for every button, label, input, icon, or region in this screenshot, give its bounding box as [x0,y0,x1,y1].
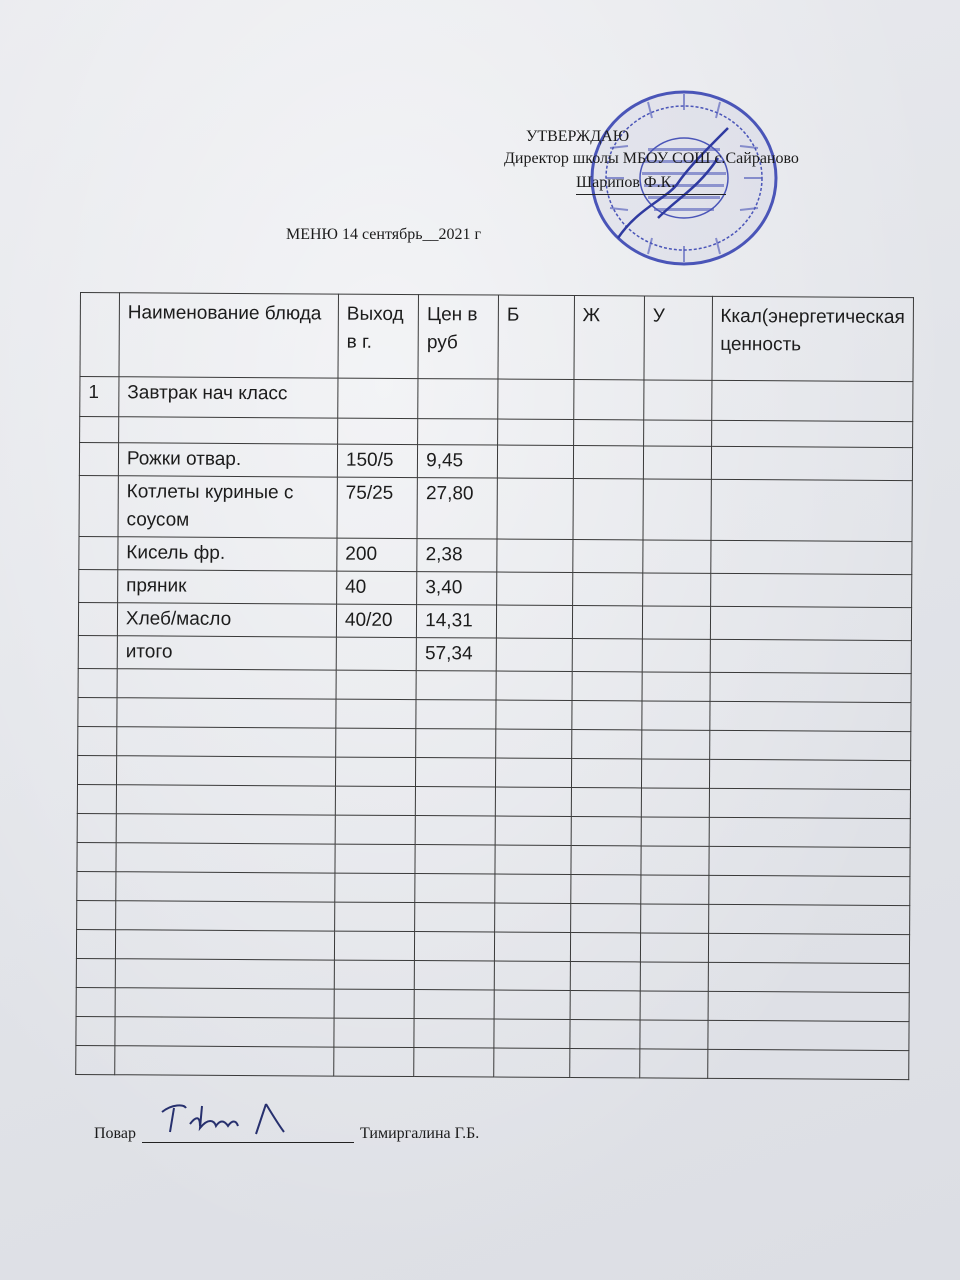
cell-proteins [497,445,573,478]
cell-proteins [495,903,571,932]
cell-fats [569,1049,640,1078]
cell-kcal [708,875,910,905]
cell-dish-name [117,669,336,699]
cell-output [334,1047,414,1076]
cell-output [335,757,415,786]
cell-number [77,842,116,871]
cell-dish-name [116,901,335,931]
cell-price [414,961,494,990]
cell-carbs [640,1020,708,1049]
cell-output [334,931,414,960]
table-row [78,602,911,640]
cell-number [76,1045,115,1074]
cell-dish-name [117,727,336,757]
cell-price [416,700,496,729]
table-row [79,475,912,541]
cell-kcal [710,540,912,574]
cell-fats [571,759,642,788]
cell-proteins [494,932,570,961]
cell-fats [571,788,642,817]
cell-carbs [642,639,710,672]
cell-output: 40/20 [336,604,416,637]
cell-kcal [710,606,912,640]
cell-number [78,635,117,668]
cell-output: 75/25 [337,477,418,538]
table-row [79,569,912,607]
cell-price [416,729,496,758]
cell-number [77,813,116,842]
header-number [80,293,119,377]
table-row [80,377,913,422]
cell-number [80,417,119,443]
cell-number [76,958,115,987]
cell-kcal [708,991,910,1021]
cell-output [336,699,416,728]
cell-fats [573,380,644,420]
cell-kcal [707,1020,909,1050]
cell-dish-name [115,959,334,989]
cell-kcal [710,573,912,607]
cell-number [79,536,118,569]
cell-price: 57,34 [416,638,496,671]
cell-carbs [642,701,710,730]
cell-number [79,569,118,602]
cell-kcal [708,904,910,934]
header-proteins: Б [498,295,574,379]
cell-output [334,989,414,1018]
cell-price: 27,80 [417,478,497,539]
cell-dish-name [115,988,334,1018]
header-output: Выход в г. [338,294,419,378]
cell-proteins [496,671,572,700]
cell-fats [571,701,642,730]
cell-output [334,960,414,989]
cell-fats [572,672,643,701]
cell-price [416,671,496,700]
cell-price [415,845,495,874]
cell-output [336,637,416,670]
cell-proteins [497,539,573,572]
cell-proteins [496,758,572,787]
cell-kcal [708,962,910,992]
cell-output [338,418,418,444]
cell-number [77,871,116,900]
cell-price [416,758,496,787]
cell-dish-name [119,417,338,444]
cell-carbs [643,479,711,540]
header-carbs: У [644,296,712,380]
cell-fats [569,1020,640,1049]
header-kcal: Ккал(энергетическая ценность [712,296,914,381]
cell-number [77,755,116,784]
cell-proteins [495,816,571,845]
approval-heading: УТВЕРЖДАЮ [526,128,630,145]
cell-fats [570,904,641,933]
cell-number [76,1016,115,1045]
cell-kcal [711,446,913,480]
header-dish-name: Наименование блюда [119,293,339,378]
cell-carbs [641,759,709,788]
cell-proteins [494,961,570,990]
cell-fats [570,962,641,991]
cell-dish-name [115,1046,334,1076]
cell-fats [573,479,644,540]
cell-carbs [641,817,709,846]
director-position: Директор школы МБОУ СОШ с.Сайраново [504,150,799,167]
cell-number [77,900,116,929]
cell-kcal [711,380,913,421]
cell-price: 14,31 [417,605,497,638]
cell-fats [572,606,643,639]
cell-carbs [641,788,709,817]
cell-dish-name [116,756,335,786]
cell-dish-name: Хлеб/масло [117,603,336,637]
cell-price [418,419,498,445]
cell-proteins [495,845,571,874]
handwritten-signature-icon [156,1098,306,1138]
cell-output: 40 [337,571,417,604]
cell-carbs [641,904,709,933]
cell-fats [572,573,643,606]
table-row [79,443,912,481]
cell-fats [571,730,642,759]
cell-fats [572,639,643,672]
cell-output [336,670,416,699]
cell-proteins [494,1019,570,1048]
cell-proteins [497,572,573,605]
cell-number [78,697,117,726]
cell-output [335,902,415,931]
cell-carbs [642,606,710,639]
cell-kcal [708,846,910,876]
cell-proteins [496,729,572,758]
cell-dish-name: Кисель фр. [118,537,337,571]
cell-carbs [643,446,711,479]
cell-dish-name: Завтрак нач класс [119,377,338,418]
cell-output [336,728,416,757]
cell-kcal [710,672,912,702]
cell-fats [570,875,641,904]
cell-output [335,844,415,873]
cell-number [79,475,118,536]
cell-carbs [640,991,708,1020]
cell-price [414,990,494,1019]
cell-fats [571,846,642,875]
cell-proteins [498,419,574,445]
cell-price [415,816,495,845]
cell-output [334,1018,414,1047]
cook-signature-line [142,1124,354,1143]
cell-carbs [642,672,710,701]
cell-kcal [709,788,911,818]
cell-kcal [710,639,912,673]
cell-output [338,378,419,418]
cell-output: 200 [337,538,417,571]
cell-proteins [496,700,572,729]
cell-output: 150/5 [337,444,417,477]
cell-number [77,784,116,813]
cell-kcal [708,933,910,963]
cell-kcal [709,730,911,760]
cell-carbs [644,420,712,446]
cell-dish-name [115,1017,334,1047]
cell-number [78,726,117,755]
cell-fats [571,817,642,846]
cook-signature-block [94,1124,479,1143]
cell-fats [572,540,643,573]
cell-dish-name [115,930,334,960]
cell-number [76,929,115,958]
cell-carbs [644,380,712,420]
director-name: Шарипов Ф.К. [576,174,676,191]
cell-price [416,787,496,816]
cell-output [335,873,415,902]
empty-table-row [76,1045,909,1079]
cell-carbs [643,540,711,573]
cell-carbs [640,962,708,991]
cell-price: 9,45 [418,445,498,478]
table-row [78,635,911,673]
menu-title: МЕНЮ 14 сентябрь__2021 г [286,226,482,243]
cell-dish-name: Рожки отвар. [118,443,337,477]
cell-number: 1 [80,377,119,417]
cell-proteins [496,605,572,638]
cell-output [335,786,415,815]
cell-number [79,443,118,476]
cell-price: 3,40 [417,572,497,605]
cell-number [78,668,117,697]
cell-fats [570,933,641,962]
cell-price [418,379,498,419]
cell-dish-name: пряник [118,570,337,604]
cell-carbs [640,1049,708,1078]
cell-fats [573,446,644,479]
cell-proteins [495,787,571,816]
cell-price [414,1048,494,1077]
cook-name: Тимиргалина Г.Б. [360,1125,480,1142]
cell-kcal [709,701,911,731]
table-header-row [80,293,913,382]
signature-line [576,194,726,195]
cell-proteins [497,478,573,539]
cell-kcal [707,1049,909,1079]
cell-price: 2,38 [417,539,497,572]
cell-proteins [494,1048,570,1077]
cell-dish-name [116,843,335,873]
cell-dish-name: Котлеты куриные с соусом [118,476,337,538]
cell-carbs [641,846,709,875]
header-fats: Ж [574,296,645,380]
cell-output [335,815,415,844]
cell-carbs [641,875,709,904]
cell-dish-name: итого [117,636,336,670]
cell-kcal [711,420,913,447]
cell-dish-name [116,872,335,902]
cell-dish-name [116,814,335,844]
cell-carbs [642,730,710,759]
header-price: Цен в руб [418,295,498,379]
cell-kcal [709,759,911,789]
table-row [79,536,912,574]
menu-table [75,292,914,1080]
cell-proteins [495,874,571,903]
cook-role: Повар [94,1125,136,1142]
cell-kcal [709,817,911,847]
cell-dish-name [116,785,335,815]
cell-fats [573,420,643,446]
cell-price [415,874,495,903]
cell-proteins [494,990,570,1019]
cell-proteins [498,379,574,419]
cell-proteins [496,638,572,671]
cell-dish-name [117,698,336,728]
cell-price [414,1019,494,1048]
cell-carbs [640,933,708,962]
cell-price [415,932,495,961]
cell-kcal [711,479,913,541]
cell-number [76,987,115,1016]
cell-price [415,903,495,932]
cell-carbs [643,573,711,606]
cell-fats [570,991,641,1020]
cell-number [78,602,117,635]
